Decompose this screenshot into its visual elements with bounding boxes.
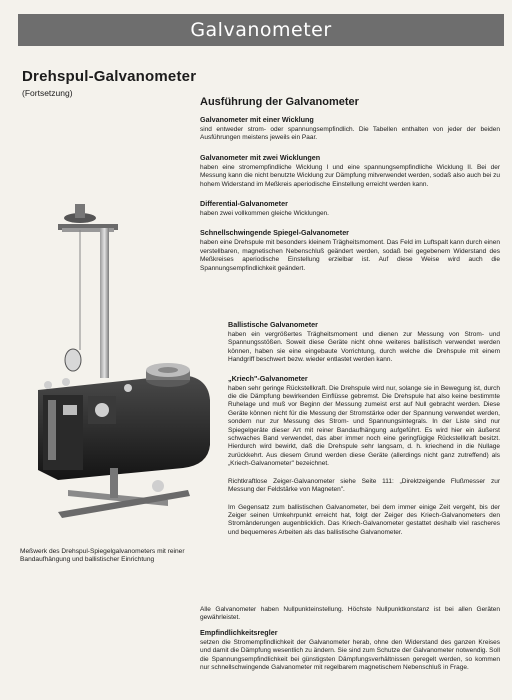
section-text: haben eine Drehspule mit besonders kleinem Trägheitsmoment. Das Feld im Luftspalt kann durch einen verstellbaren, magnetischen Nebenschluß geändert werden, sodaß bei gegebenem Widerstand des Meßkreises aperiodische Einstellung erzielbar ist. Auf diese Weise wird auch die Spannungsempfindlichkeit geändert. (200, 239, 500, 272)
page-banner (18, 14, 504, 46)
galvanometer-figure (18, 200, 223, 550)
section-block (228, 374, 500, 469)
section-text: Alle Galvanometer haben Nullpunkteinstellung. Höchste Nullpunktkonstanz ist bei allen Geräten gewährleistet. (200, 606, 500, 622)
section-text: sind entweder strom- oder spannungsempfindlich. Die Tabellen enthalten von jeder der beiden Ausführungen meistens jeweils ein Paar. (200, 126, 500, 142)
section-block (200, 115, 500, 143)
section-block (228, 478, 500, 495)
section-heading: Galvanometer mit zwei Wicklungen (200, 152, 321, 162)
section-text: haben sehr geringe Rückstellkraft. Die Drehspule wird nur, solange sie in Bewegung ist, durch die die Dämpfung bewirkenden Einflüsse gebremst. Die Drehspule hat also keine bestimmte Ruhelage und muß vor Beginn der Messung zumeist erst auf Null gebracht werden. Diese Geräte können nicht für die Messung der Stromstärke oder der Spannung verwendet werden, sondern nur zur Messung des Strom- und Spannungsintegrals. In der Liste sind nur Spiegelgeräte dieser Art mit reiner Bandaufhängung aufgeführt. Es wird hier ein äußerst schwaches Band verwendet, das aber immer noch eine geringfügige Rückstellkraft besitzt. Hierdurch wird bewirkt, daß die Drehspule sehr langsam, d. h. kriechend in die Nullage zurückkehrt. Aus diesem Grund werden diese Geräte (allerdings nicht ganz zutreffend) als „Kriech-Galvanometer" bezeichnet. (228, 384, 500, 468)
section-heading: „Kriech"-Galvanometer (228, 373, 308, 383)
figure-caption: Meßwerk des Drehspul-Spiegelgalvanometers mit reiner Bandaufhängung und ballistischer Einrichtung (20, 548, 185, 564)
section-block (200, 153, 500, 189)
section-heading: Galvanometer mit einer Wicklung (200, 115, 314, 124)
section-heading: Ballistische Galvanometer (228, 320, 318, 329)
magnet-housing (38, 375, 210, 480)
suspension-head (58, 204, 118, 232)
section-block (200, 628, 500, 673)
section-text: haben zwei vollkommen gleiche Wicklungen. (200, 210, 329, 218)
section-text: setzen die Stromempfindlichkeit der Galvanometer herab, ohne den Widerstand des ganzen Kreises und damit die Dämpfung wesentlich zu ändern. Sie sind zum Schutze der Galvanometer notwendig. Soll die Spannungsempfindlichkeit bei günstigsten Dämpfungsverhältnissen geregelt werden, so kommen nur schnellschwingende Galvanometer mit regelbarem magnetischem Nebenschluß in Frage. (200, 639, 500, 672)
section-text: Im Gegensatz zum ballistischen Galvanometer, bei dem immer einige Zeit vergeht, bis der Zeiger seinen Umkehrpunkt erreicht hat, folgt der Zeiger des Kriech-Galvanometers den Stromänderungen augenblicklich. Das Kriech-Galvanometer gestattet deshalb viel rascheres und bequemeres Arbeiten als das ballistische Galvanometer. (228, 503, 500, 536)
support-column (100, 228, 109, 378)
section-block (228, 504, 500, 538)
text-column-indented (228, 320, 500, 546)
section-block (200, 199, 500, 218)
text-column (200, 96, 500, 283)
section-text: haben eine stromempfindliche Wicklung I und eine spannungsempfindliche Wicklung II. Bei der Messung kann die nicht benutzte Wicklung zur Dämpfung mitverwendet werden, sodaß also auch bei zu hohem Widerstand im Meßkreis aperiodische Einstellung erreicht werden kann. (200, 163, 500, 188)
section-heading: Differential-Galvanometer (200, 199, 288, 209)
mirror (65, 349, 81, 371)
section-block (228, 320, 500, 365)
page-subtitle: (Fortsetzung) (22, 88, 73, 98)
section-text: haben ein vergrößertes Trägheitsmoment und dienen zur Messung von Strom- und Spannungsstößen. Soweit diese Geräte nicht ohne weiteres ballistisch verwendet werden können, haben sie eine eingebaute Vorrichtung, durch welche die Drehspule mit einem Handgriff beschwert bezw. wieder entlastet werden kann. (228, 331, 500, 364)
section-block (200, 228, 500, 273)
section-text: Richtkraftlose Zeiger-Galvanometer siehe Seite 111: „Direktzeigende Flußmesser zur Messung der Feldstärke von Magneten". (228, 477, 500, 494)
section-title: Ausführung der Galvanometer (200, 96, 359, 108)
closing-note (200, 606, 500, 623)
adjustment-knob (146, 363, 190, 387)
section-heading: Empfindlichkeitsregler (200, 628, 278, 637)
banner-title: Galvanometer (190, 19, 332, 41)
section-heading: Schnellschwingende Spiegel-Galvanometer (200, 228, 349, 238)
page-title: Drehspul-Galvanometer (22, 68, 197, 85)
